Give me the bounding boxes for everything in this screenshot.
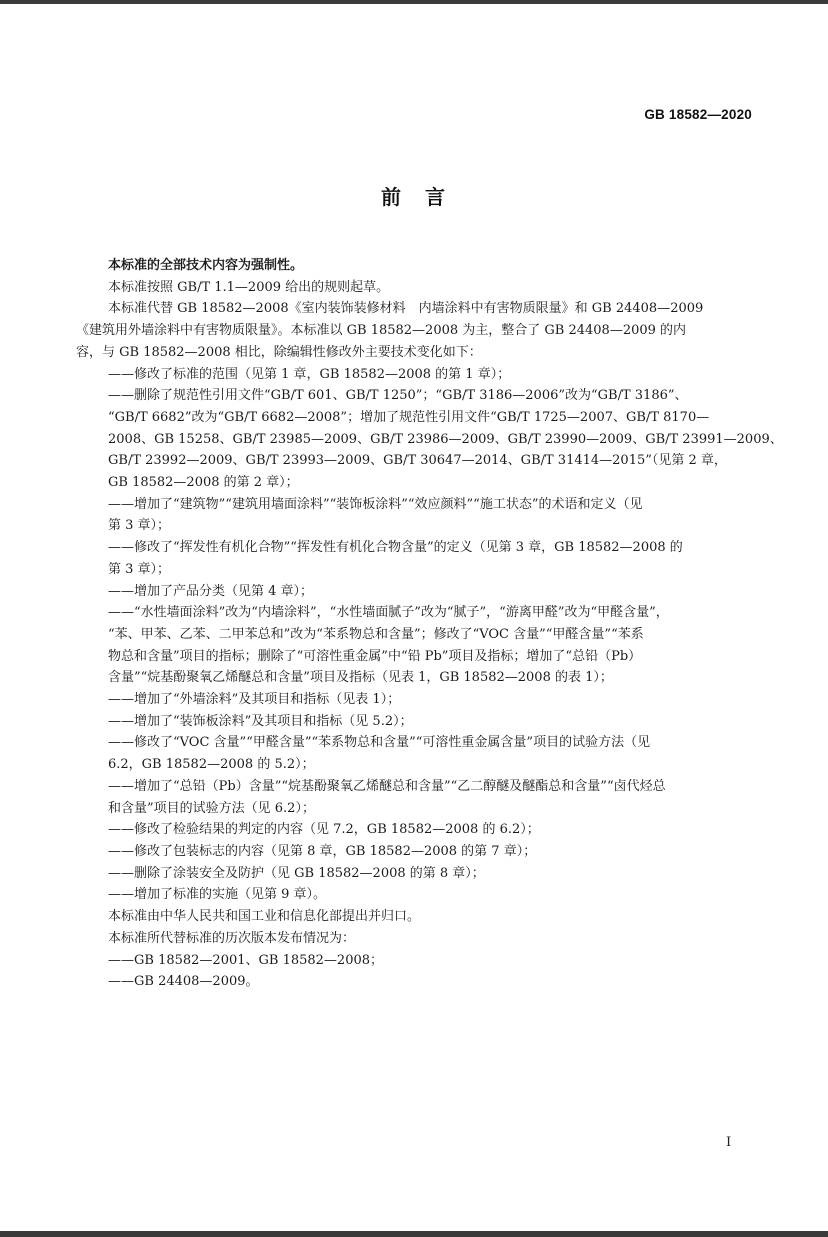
replacement-paragraph-line-3: 容，与 GB 18582—2008 相比，除编辑性修改外主要技术变化如下： (76, 344, 482, 360)
page-number: I (726, 1135, 732, 1150)
change-item-line: ——“水性墙面涂料”改为“内墙涂料”，“水性墙面腻子”改为“腻子”，“游离甲醛”改为“甲醛含量”， (108, 605, 669, 621)
change-item-line: ——删除了涂装安全及防护（见 GB 18582—2008 的第 8 章）； (108, 865, 485, 881)
change-item-line: 和含量”项目的试验方法（见 6.2）； (108, 800, 315, 816)
change-item-line: “GB/T 6682”改为“GB/T 6682—2008”；增加了规范性引用文件“GB/T 1725—2007、GB/T 8170— (108, 409, 710, 425)
change-item-line: ——增加了产品分类（见第 4 章）； (108, 583, 314, 599)
change-item-line: “苯、甲苯、乙苯、二甲苯总和”改为“苯系物总和含量”；修改了“VOC 含量”“甲醛含量”“苯系 (108, 626, 644, 642)
change-item (108, 711, 754, 733)
change-item (108, 494, 754, 537)
replacement-paragraph-line-1: 本标准代替 GB 18582—2008《室内装饰装修材料 内墙涂料中有害物质限量》和 GB 24408—2009 (108, 301, 704, 317)
change-item-line: 第 3 章）； (108, 561, 171, 577)
history-item: ——GB 18582—2001、GB 18582—2008； (108, 952, 384, 968)
change-item-line: ——增加了标准的实施（见第 9 章）。 (108, 887, 327, 903)
foreword-body (76, 255, 783, 993)
change-item-line: ——修改了“挥发性有机化合物”“挥发性有机化合物含量”的定义（见第 3 章，GB 18582—2008 的 (108, 540, 683, 556)
scan-edge-top (0, 0, 828, 4)
change-item (108, 689, 754, 711)
change-item (108, 602, 754, 689)
change-item-line: ——修改了检验结果的判定的内容（见 7.2，GB 18582—2008 的 6.2）； (108, 822, 540, 838)
change-item-line: ——增加了“建筑物”“建筑用墙面涂料”“装饰板涂料”“效应颜料”“施工状态”的术语和定义（见 (108, 496, 643, 512)
change-item (108, 776, 754, 819)
drafting-rules-paragraph: 本标准按照 GB/T 1.1—2009 给出的规则起草。 (108, 279, 390, 295)
change-item-line: 6.2，GB 18582—2008 的 5.2）； (108, 757, 315, 773)
change-item-line: 含量”“烷基酚聚氧乙烯醚总和含量”项目及指标（见表 1，GB 18582—2008 的表 1）； (108, 670, 613, 686)
change-item (108, 537, 754, 580)
proposer-paragraph: 本标准由中华人民共和国工业和信息化部提出并归口。 (108, 909, 421, 925)
page-title: 前 言 (381, 185, 447, 209)
standard-code: GB 18582—2020 (644, 107, 752, 122)
changes-list (108, 364, 783, 907)
change-item-line: GB 18582—2008 的第 2 章）； (108, 475, 299, 491)
change-item (108, 732, 754, 775)
change-item (108, 581, 754, 603)
mandatory-statement: 本标准的全部技术内容为强制性。 (108, 258, 304, 273)
history-item: ——GB 24408—2009。 (108, 974, 259, 990)
history-intro: 本标准所代替标准的历次版本发布情况为： (108, 930, 356, 946)
change-item-line: ——修改了标准的范围（见第 1 章，GB 18582—2008 的第 1 章）； (108, 366, 511, 382)
change-item (108, 385, 783, 494)
change-item-line: ——增加了“装饰板涂料”及其项目和指标（见 5.2）； (108, 713, 413, 729)
change-item (108, 819, 754, 841)
change-item-line: ——删除了规范性引用文件“GB/T 601、GB/T 1250”；“GB/T 3186—2006”改为“GB/T 3186”、 (108, 388, 688, 404)
scan-edge-bottom (0, 1231, 828, 1237)
change-item (108, 884, 754, 906)
replacement-paragraph-line-2: 《建筑用外墙涂料中有害物质限量》。本标准以 GB 18582—2008 为主，整合了 GB 24408—2009 的内 (76, 323, 687, 339)
change-item-line: ——增加了“总铅（Pb）含量”“烷基酚聚氧乙烯醚总和含量”“乙二醇醚及醚酯总和含量”“卤代烃总 (108, 778, 666, 794)
change-item-line: 2008、GB 15258、GB/T 23985—2009、GB/T 23986—2009、GB/T 23990—2009、GB/T 23991—2009、 (108, 431, 783, 447)
change-item-line: ——修改了“VOC 含量”“甲醛含量”“苯系物总和含量”“可溶性重金属含量”项目的试验方法（见 (108, 735, 651, 751)
change-item (108, 863, 754, 885)
change-item-line: 第 3 章）； (108, 518, 171, 534)
change-item-line: ——增加了“外墙涂料”及其项目和指标（见表 1）； (108, 692, 401, 708)
history-list (108, 950, 754, 993)
change-item-line: ——修改了包装标志的内容（见第 8 章，GB 18582—2008 的第 7 章）； (108, 843, 537, 859)
change-item (108, 841, 754, 863)
change-item (108, 364, 754, 386)
change-item-line: GB/T 23992—2009、GB/T 23993—2009、GB/T 30647—2014、GB/T 31414—2015”（见第 2 章， (108, 453, 727, 469)
change-item-line: 物总和含量”项目的指标；删除了“可溶性重金属”中“铅 Pb”项目及指标；增加了“总铅（Pb） (108, 648, 642, 664)
